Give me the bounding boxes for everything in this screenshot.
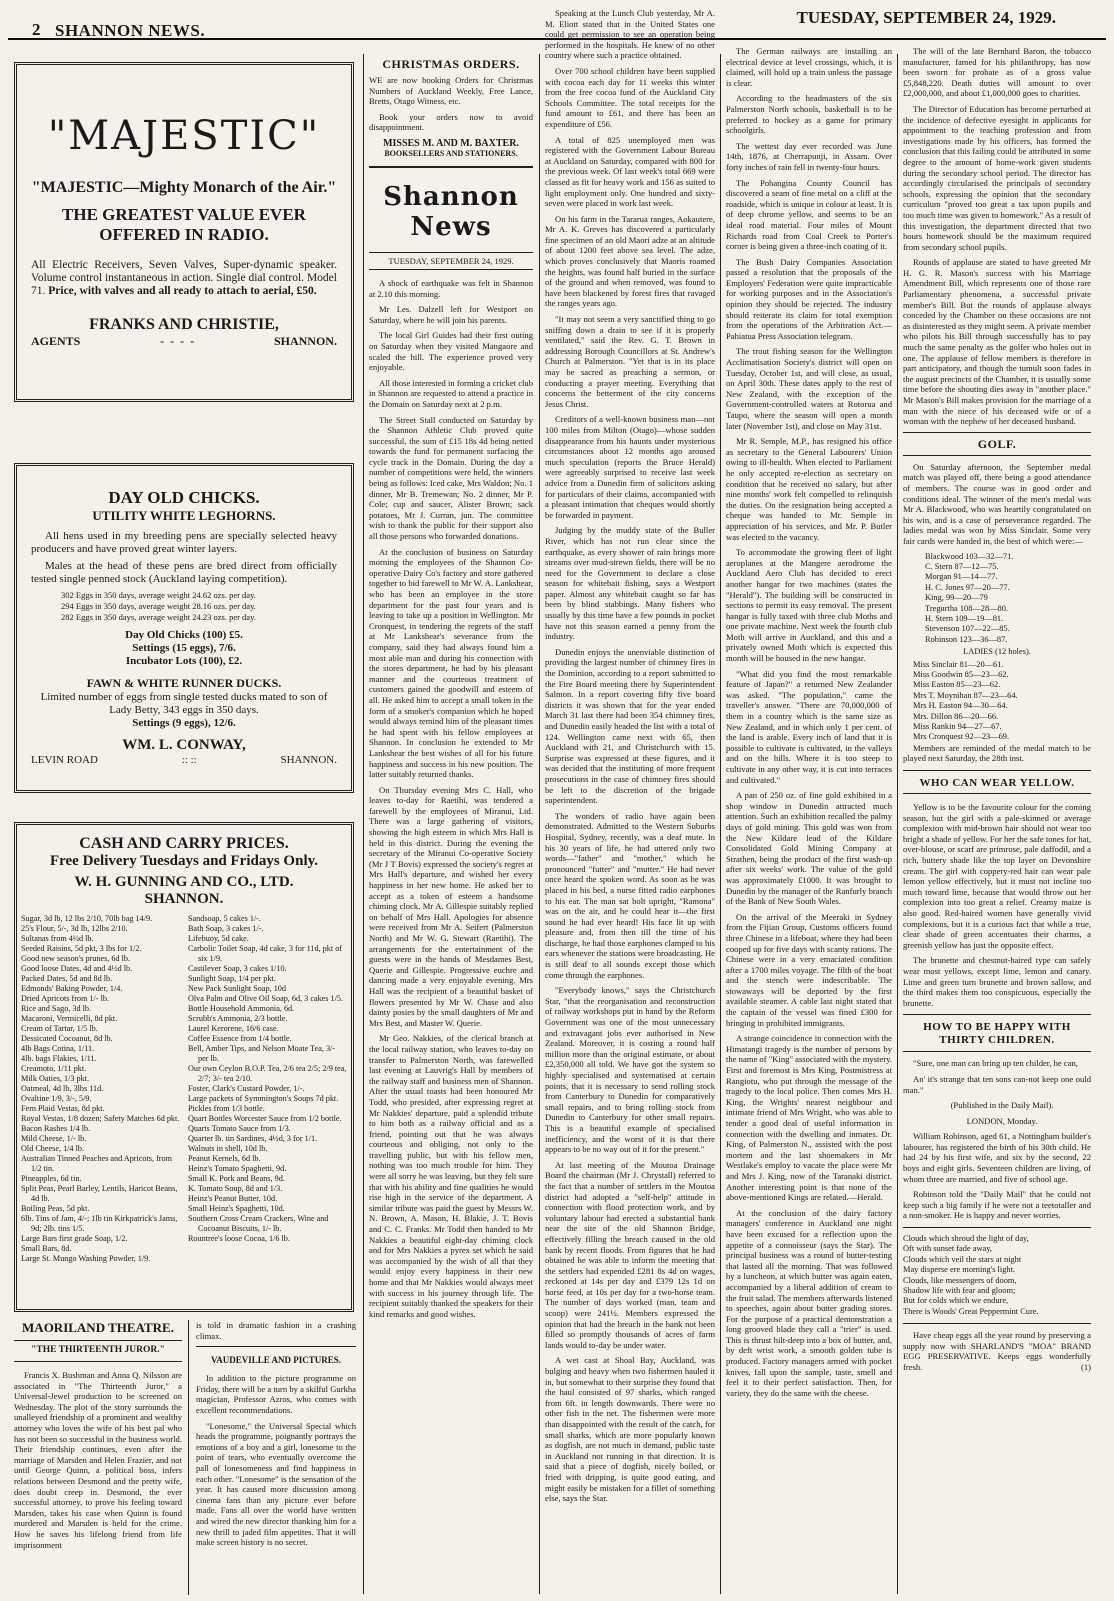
- price-item: Bell, Amber Tips, and Nelson Moate Tea, 3/- per lb.: [187, 1044, 336, 1063]
- news-col5-body: [726, 46, 892, 1398]
- news-item: Rounds of applause are stated to have greeted Mr H. G. R. Mason's success with his Marriage Amendment Bill, which represents one of those rare Parliamentary phenomena, a successful private member's Bill. But the rounds of applause always conceded by the Chamber on these occasions are not as disinterested as they might seem. A private member who pilots his Bill through successfully has to pay much the same penalty as the golfer who holes out in one. The applause of fellow members is therefore in part anticipatory, and though the tumult soon fades in the august precincts of the Chamber, it is usually some time before the shouting dies away in "another place." Mr Mason's Bill makes provision for the marriage of a man with the niece of his deceased wife or of a woman with the nephew of her deceased husband.: [903, 257, 1091, 427]
- price-item: Southern Cross Cream Crackers, Wine and Cocoanut Biscuits, 1/- lb.: [187, 1214, 329, 1233]
- maoriland-title: MAORILAND THEATRE.: [22, 1320, 174, 1335]
- egg-record: 294 Eggs in 350 days, average weight 28.16 ozs. per day.: [61, 601, 256, 611]
- egg-record: 282 Eggs in 350 days, average weight 24.23 ozs. per day.: [61, 612, 256, 622]
- price-item: Edmonds' Baking Powder, 1/4.: [21, 984, 123, 993]
- price-item: Olva Palm and Olive Oil Soap, 6d, 3 cakes 1/5.: [187, 994, 344, 1003]
- vaudeville-p1: In addition to the picture programme on Friday, there will be a turn by a skilful Gurkha magician, Professor Azros, who comes with excellent recommendations.: [196, 1373, 356, 1415]
- majestic-ad: [14, 62, 354, 402]
- price-item: Small Bars, 8d.: [21, 1244, 72, 1253]
- golf-score: H. Stern 109—19—81.: [925, 613, 1004, 623]
- price-item: Quarter lb. tin Sardines, 4½d, 3 for 1/1.: [187, 1134, 318, 1143]
- chick-price: Day Old Chicks (100) £5.: [125, 629, 243, 641]
- poem-line: There is Woods' Great Peppermint Cure.: [903, 1306, 1039, 1316]
- poem-line: Clouds which shroud the light of day,: [903, 1234, 1029, 1244]
- majestic-headline: THE GREATEST VALUE EVER OFFERED IN RADIO.: [62, 205, 306, 244]
- golf-title: GOLF.: [977, 436, 1017, 451]
- chicks-p1: All hens used in my breeding pens are specially selected heavy producers and have proved great winter layers.: [31, 530, 337, 555]
- price-item: Milk Oaties, 1/3 pkt.: [21, 1074, 89, 1083]
- news-item: The wonders of radio have again been demonstrated. Admitted to the Western Suburbs Hospital, Sydney, recently, was a deaf mute. In his 30 years of life, he had uttered only two words—"father" and "mother," which he pronounced "futter" and "mutter." He had never once heard the spoken word. As soon as he was placed in his bed, a nurse fitted radio earphones to his ear. The man sat bolt upright, "Ramona" was on the air, and he could hear it—the first sound he had ever heard! His face lit up with pleasure and, from then till the time of his discharge, he had those earphones clamped to his ears whenever the stations were broadcasting. He is still deaf to all sounds except those which come through the earphones.: [545, 810, 715, 980]
- news-item: A wet cast at Shoal Bay, Auckland, was bulging and heavy when two fishermen hauled it in, but somewhat to their surprise they found that the haul consisted of 97 sharks, which ranged from 6ft. in length downwards. There were no other fish in the net. The fishermen were more than disappointed with the result of the catch, for small sharks, which are more popularly known as dogfish, are not much in demand, public taste in Auckland not running in that direction. It is said that a piece of dogfish, nicely boiled, or fried with dripping, is quite good eating, and might easily be mistaken for a fillet of something else, says the Star.: [545, 1355, 715, 1504]
- chicks-sub: UTILITY WHITE LEGHORNS.: [92, 508, 276, 523]
- price-item: Quart Bottles Worcester Sauce from 1/2 bottle.: [187, 1114, 342, 1123]
- price-item: Lifebuoy, 5d cake.: [187, 934, 249, 943]
- price-item: Oatmeal, 4d lb, 3lbs 11d.: [21, 1084, 104, 1093]
- ad-number: (1): [1080, 1362, 1091, 1373]
- conway-address: LEVIN ROAD :: :: SHANNON.: [31, 754, 337, 766]
- cash-carry-ad: [14, 822, 354, 1312]
- golf-score: King, 99—20—79: [925, 593, 988, 603]
- ladies-score: Mrs Cronquest 92—23—69.: [913, 732, 1010, 742]
- news-item: "It may not seem a very sanctified thing to go sniffing down a drain to see if it is properly ventilated," said the Rev. G. T. Brown in addressing Borough Councillors at St. Andrew's Church at Palmerston. "Yet that is in its place may be sacred as preaching a sermon, or conducting a prayer meeting. Everything that concerns the betterment of the city concerns Jesus Christ.: [545, 314, 715, 409]
- news-item: The wettest day ever recorded was June 14th, 1876, at Cherrapunji, in Assam. Over forty inches of rain fell in twenty-four hours.: [726, 140, 892, 172]
- price-item: Dried Apricots from 1/- lb.: [21, 994, 109, 1003]
- price-item: Small Heinz's Spaghetti, 10d.: [187, 1204, 285, 1213]
- news-item: A shock of earthquake was felt in Shannon at 2.10 this morning.: [369, 277, 533, 299]
- col-rule-3: [539, 54, 540, 1594]
- price-item: Seeded Raisins, 5d pkt, 3 lbs for 1/2.: [21, 944, 142, 953]
- yellow-p1: Yellow is to be the favourite colour for the coming season, but the girl with a pale-skinned or average complexion with mid-brown hair should not wear too bright a shade of yellow. For her the safe tones for hat, over-blouse, or scarf are primrose, pale daffodil, and a rich, buttery shade like the top layer on Devonshire cream. The girl with coppery-red hair can wear pale lemon yellow effectively, but it must not incline too much toward lime, because that would throw out her complexion into too great a relief. Creamy maize is also good. Red-haired women have generally vivid complexions, but it is a curious fact that while a true, clear shade of green accentuates their charms, a greenish yellow has just the opposite effect.: [903, 802, 1091, 950]
- column-4: [545, 8, 715, 1594]
- price-item: Good new season's prunes, 6d lb.: [21, 954, 131, 963]
- price-item: Dessicated Cocoanut, 8d lb.: [21, 1034, 113, 1043]
- happy-p1: William Robinson, aged 61, a Nottingham builder's labourer, has registered the birth of his 30th child. He had 24 by his first wife, and six by the second, 22 boys and eight girls. Seventeen children are living, of whom three are married, and five of school age.: [903, 1131, 1091, 1184]
- theatre-divider: [188, 1320, 189, 1595]
- golf-score: Morgan 91—14—77.: [925, 572, 998, 582]
- news-item: Creditors of a well-known business man—not 100 miles from Milton (Otago)—whose sudden disappearance from his haunts under mysterious circumstances about 12 months ago aroused much speculation (reports the Bruce Herald) were agreeably surprised to receive last week advice from a Dunedin firm of solicitors asking for particulars of their claims, accompanied with a pleasant intimation that cheques would shortly be forwarded in payment.: [545, 414, 715, 520]
- price-item: Large Bars first grade Soap, 1/2.: [21, 1234, 128, 1243]
- price-item: Large St. Mungo Washing Powder, 1/9.: [21, 1254, 151, 1263]
- vaudeville-p2: "Lonesome," the Universal Special which heads the programme, poignantly portrays the emotions of a boy and a girl, lonesome to the point of tears, who eventually overcome the pall of lonesomeness and find happiness in each other. "Lonesome" is the sensation of the year. It has caused more discussion among cinema fans than any picture ever before made. Fans all over the world have written and wired the new director thanking him for a new thrill to jaded film appetites. That it will make screen history is no secret.: [196, 1420, 356, 1548]
- news-item: All those interested in forming a cricket club in Shannon are requested to attend a practice in the Domain on Saturday next at 2 p.m.: [369, 377, 533, 409]
- news-item: The Director of Education has become perturbed at the incidence of defective eyesight in applicants for appointment to the teaching profession and from investigations made by his officers, has formed the conclusion that this failing could be attributed in some degree to the amount of home-work given students during the secondary school period. The director has accordingly circularised the principals of secondary schools, expressing the opinion that the secondary curriculum "proved too great a tax upon pupils and too much time was given to homework." As a result of this investigation, the department directed that two hours homework should be the maximum required from secondary school pupils.: [903, 103, 1091, 252]
- golf-score: Blackwood 103—32—71.: [925, 551, 1014, 561]
- price-item: Sandsoap, 5 cakes 1/-.: [187, 914, 261, 923]
- price-item: Ovaltine 1/9, 3/-, 5/9.: [21, 1094, 92, 1103]
- price-item: Peanut Kernels, 6d lb.: [187, 1154, 261, 1163]
- golf-score: Tregurtha 108—28—80.: [925, 603, 1008, 613]
- news-item: A strange coincidence in connection with the Himatangi tragedy is the number of persons by the name of "King" associated with the mystery. First and foremost is Mrs King, Postmistress at Rangiotu, who put through the message of the tragedy to the local police. Then comes Mrs H. King, the Wrights' nearest neighbour and intimate friend of Mrs Wright, who was able to tender a good deal of useful information in connection with the dwelling and inmates. Dr. King, of Palmerston N., assisted with the post mortem and the last shoemakers in Mr Westlake's employ to vacate the place were Mr and Mrs J. King, now of the Taranaki district. Another interesting point is that none of the above-mentioned Kings are related.—Herald.: [726, 1033, 892, 1203]
- golf-score: Stevenson 107—22—85.: [925, 624, 1010, 634]
- happy-p2: Robinson told the "Daily Mail" that he could not keep such a big family if he were not a teetotaller and a non-smoker. He is happy and never worries.: [903, 1189, 1091, 1221]
- price-item: Macaroni, Vermicelli, 8d pkt.: [21, 1014, 118, 1023]
- poem-line: But for colds which we endure,: [903, 1296, 1009, 1306]
- price-item: Rice and Sago, 3d lb.: [21, 1004, 92, 1013]
- news-item: The Street Stall conducted on Saturday by the Shannon Athletic Club proved quite successful, the sum of £15 18s 4d being netted towards the fund for permanent surfacing the cycle track in the Domain. During the day a number of competitions were held, the winners being as follows: Iced cake, Mrs Waldon; No. 1 dinner, Mr B. Tremewan; No. 2 dinner, Mr P. Cole; cup and saucer, Alister Brown; sack potatoes, Mr J. Curran, jun. The committee wish to thank the public for their support also all those persons who forwarded donations.: [369, 414, 533, 542]
- egg-records: [31, 590, 337, 623]
- news-item: According to the headmasters of the six Palmerston North schools, basketball is to be preferred to hockey as a game for primary schoolgirls.: [726, 93, 892, 136]
- happy-dateline: LONDON, Monday.: [966, 1115, 1038, 1126]
- xmas-p2: Book your orders now to avoid disappointment.: [369, 111, 533, 133]
- price-item: Boiling Peas, 5d pkt.: [21, 1204, 90, 1213]
- maoriland-section: [14, 1320, 182, 1555]
- price-item: Good loose Dates, 4d and 4½d lb.: [21, 964, 133, 973]
- ladies-scores: [903, 660, 1091, 743]
- price-item: Pickles from 1/3 bottle.: [187, 1104, 265, 1113]
- price-item: K. Tomato Soup, 8d and 1/3.: [187, 1184, 283, 1193]
- price-item: Rountree's loose Cocoa, 1/6 lb.: [187, 1234, 290, 1243]
- maoriland-film: "THE THIRTEENTH JUROR.": [31, 1345, 165, 1355]
- ladies-score: Miss Rankin 94—27—67.: [913, 722, 1002, 732]
- price-item: Quarts Tomato Sauce from 1/3.: [187, 1124, 291, 1133]
- price-item: Packed Dates, 5d and 8d lb.: [21, 974, 113, 983]
- news-item: The Bush Dairy Companies Association passed a resolution that the proposals of the Employers' Federation were quite impracticable for working purposes and in the Association's opinion they should be rejected. The industry should reiterate its claim for total exemption from the operations of the Arbitration Act.—Pahiatua Press Association telegram.: [726, 256, 892, 341]
- yellow-p2: The brunette and chestnut-haired type can safely wear most yellows, except lime, lemon and canary. Lime and green turn brunette and brown sallow, and the third makes them too conspicuous, especially the brunette.: [903, 955, 1091, 1008]
- price-lists: [21, 914, 347, 1264]
- golf-scores: [903, 552, 1091, 646]
- golf-note: Members are reminded of the medal match to be played next Saturday, the 28th inst.: [903, 742, 1091, 764]
- shannon-news-title: Shannon News: [383, 181, 519, 242]
- news-item: The Pohangina County Council has discovered a seam of fine metal on a cliff at the roadside, which is unique in colour at least. It is of deep chrome yellow, and seems to be an ideal road material. Four miles of Mount Richards road from Coal Creek to Porter's corner is being given a three-inch coating of it.: [726, 177, 892, 252]
- price-item: Our own Ceylon B.O.P. Tea, 2/6 tea 2/5; 2/9 tea, 2/7; 3/- tea 2/10.: [187, 1064, 347, 1083]
- news-item: At last meeting of the Moutoa Drainage Board the chairman (Mr J. Chrystall) referred to the fact that a number of settlers in the Moutoa district had adopted a "self-help" attitude in connection with flood protection work, and by voluntary labour had erected a substantial bank near the site of the old Shannon Bridge, effectively filling the breach caused in the old bank by recent floods. From figures that he had obtained he was able to inform the meeting that the settlers had expended £281 8s 4d on wages, reckoned at 14s per day and £379 12s 1d on horse feed, at 10s per day for a two-horse team. The number of days worked (man, team and scoop) were 241½. Members expressed the opinion that had the breach in the bank not been filled so promptly thousands of acres of farm lands would to-day be under water.: [545, 1159, 715, 1350]
- price-item: Foster, Clark's Custard Powder, 1/-.: [187, 1084, 305, 1093]
- price-item: 6lb. Tins of Jam, 4/-; 1lb tin Kirkpatrick's Jams, 9d; 2lb. tins 1/5.: [21, 1214, 178, 1233]
- chick-price: Settings (15 eggs), 7/6.: [132, 642, 236, 654]
- ducks-price: Settings (9 eggs), 12/6.: [132, 717, 236, 729]
- yellow-title: WHO CAN WEAR YELLOW.: [919, 777, 1075, 790]
- page-number: 2: [32, 20, 41, 39]
- golf-score: H. C. Jones 97—20—77.: [925, 582, 1010, 592]
- price-item: Bottle Household Ammonia, 6d.: [187, 1004, 295, 1013]
- paper-name: SHANNON NEWS.: [55, 21, 206, 40]
- chicks-title: DAY OLD CHICKS.: [108, 488, 260, 507]
- poem-line: May disperse ere morning's light.: [903, 1265, 1015, 1275]
- price-item: Split Peas, Pearl Barley, Lentils, Haricot Beans, 4d lb.: [21, 1184, 178, 1203]
- price-item: Heinz's Tomato Spaghetti, 9d.: [187, 1164, 287, 1173]
- price-item: Coffee Essence from 1/4 bottle.: [187, 1034, 292, 1043]
- news-item: "Everybody knows," says the Christchurch Star, "that the reorganisation and reconstruction of railway workshops put in hand by the Reform Government was one of the most unnecessary and extravagant jobs ever authorised in New Zealand. Moreover, it is costing a round half million more than the original estimate, or about £2,350,000 all told. We have got the system so highly specialised and systematised at certain points, that it is necessary to send rolling stock from Canterbury to Dunedin for comparatively small repairs, and to bring rolling stock from Dunedin to Canterbury for other small repairs. This is a beautiful example of specialised inefficiency, and the worst of it is that there appears to be no way out of it for the present.": [545, 985, 715, 1155]
- xmas-firm: MISSES M. AND M. BAXTER.: [383, 137, 519, 149]
- chick-prices: [31, 629, 337, 668]
- xmas-sub: BOOKSELLERS AND STATIONERS.: [384, 148, 518, 158]
- price-item: Castilever Soap, 3 cakes 1/10.: [187, 964, 287, 973]
- chick-price: Incubator Lots (100), £2.: [125, 655, 243, 667]
- ducks-title: FAWN & WHITE RUNNER DUCKS.: [86, 676, 282, 690]
- vaudeville-title: VAUDEVILLE AND PICTURES.: [210, 1355, 342, 1366]
- price-item: Large packets of Symmington's Soups 7d pkt.: [187, 1094, 339, 1103]
- price-item: Fern Plaid Vestas, 8d pkt.: [21, 1104, 105, 1113]
- news-item: The German railways are installing an electrical device at level crossings, which, it is claimed, will hold up a train unless the passage is clear.: [726, 46, 892, 88]
- news-item: Dunedin enjoys the unenviable distinction of providing the largest number of chimney fires in the Dominion, according to a report submitted to the Fire Board meeting there by Superintendent Salmon. In a report covering fifty five board districts it was shown that for the year ended March 31 last there had been 354 chimney fires, and Dunedin easily headed the list with a total of 124. Wellington came next with 65, then Auckland with 21, and Christchurch with 15. Surprise was expressed at these figures, and it was decided that the instituting of more frequent prosecutions in the case of chimney fires should be left to the discretion of the brigade superintendent.: [545, 646, 715, 806]
- happy-verse-2: An' it's strange that ten sons can-not keep one ould man.": [903, 1073, 1091, 1095]
- peppermint-poem: [903, 1234, 1091, 1317]
- chicks-p2: Males at the head of these pens are bred direct from officially tested single penned stock (Auckland laying competition).: [31, 560, 337, 585]
- column-3: [369, 54, 533, 1594]
- news-item: To accommodate the growing fleet of light aeroplanes at the Mangere aerodrome the Auckland Aero Club has decided to erect another hangar for two machines (states the "Herald"). The building will be constructed in sections to permit its easy removal. The present hangar is fully taxed with three club Moths and one private machine. Next week the fourth club Moth will arrive in Auckland, and this and a privately owned Moth which is expected this month will be housed in the new hangar.: [726, 547, 892, 664]
- happy-verse-1: "Sure, one man can bring up ten childer, he can,: [913, 1058, 1078, 1069]
- price-item: Carbolic Toilet Soap, 4d cake, 3 for 11d, pkt of six 1/9.: [187, 944, 343, 963]
- chicks-ad: [14, 463, 354, 793]
- majestic-tagline: "MAJESTIC—Mighty Monarch of the Air.": [31, 179, 337, 196]
- price-item: Sunlight Soap, 1/4 per pkt.: [187, 974, 276, 983]
- news-col6-body: [903, 46, 1091, 427]
- majestic-body: All Electric Receivers, Seven Valves, Super-dynamic speaker. Volume control instantaneous in action. Single dial control. Model 71. Price, with valves and all ready to attach to aerial, £50.: [31, 259, 337, 297]
- ladies-score: Miss Easton 85—23—62.: [913, 680, 1001, 690]
- news-item: Speaking at the Lunch Club yesterday, Mr A. M. Eliott stated that in the United States one could get permission to see an operation being performed in the hospitals. He knew of no other country where such a practice obtained.: [545, 8, 715, 61]
- column-5: [726, 46, 892, 1594]
- news-item: Mr R. Semple, M.P., has resigned his office as secretary to the General Labourers' Union owing to ill-health. When elected to Parliament he only accepted re-election as secretary on condition that he received no salary, but after nine months' work felt compelled to relinquish the duties. On the resignation being accepted a cheque was handed to Mr. Semple in appreciation of his services, and Mr. P. Butler was elected to the vacancy.: [726, 436, 892, 542]
- happy-title: HOW TO BE HAPPY WITH THIRTY CHILDREN.: [923, 1021, 1071, 1047]
- price-item: Creamoto, 1/11 pkt.: [21, 1064, 87, 1073]
- price-item: 4lb Bags Cotina, 1/11.: [21, 1044, 95, 1053]
- news-item: On Thursday evening Mrs C. Hall, who leaves to-day for Raetihi, was tendered a farewell by the employees of Miranui, Ltd. There was a large gathering of visitors, showing the high esteem in which Mrs Hall is held in this district. During the evening the secretary of the Miranui Co-operative Society (Mr J T Bovis) expressed the society's regret at Mrs Hall's departure, and wished her every happiness in her new home. He asked her to accept as a token of esteem a handsome chiming clock. Mr A. Gillespie suitably replied on behalf of Mrs Hall. Apologies for absence were received from Mr A. Seifert (Palmerston North) and Mr W. G. Stewart (Raetihi). The arrangements for the entertainment of the guests were in the hands of Mesdames Best, Querie and Gillespie. Progressive euchre and dancing made a very enjoyable evening. Mrs Hall was the recipient of a beautiful basket of flowers presented by Mr W. Chase and also dainty posies by the small daughters of Mr and Mrs Best, and Master W. Querie.: [369, 784, 533, 1028]
- price-item: Scrubb's Ammonia, 2/3 bottle.: [187, 1014, 288, 1023]
- poem-line: Clouds, like messengers of doom,: [903, 1275, 1017, 1285]
- price-item: 25's Flour, 5/-, 3d lb, 12lbs 2/10.: [21, 924, 128, 933]
- cash-town: SHANNON.: [144, 891, 224, 907]
- price-item: Bacon Rashes 1/4 lb.: [21, 1124, 91, 1133]
- ducks-text: Limited number of eggs from single tested ducks mated to son of Lady Betty, 343 eggs in 350 days.: [40, 691, 328, 716]
- ladies-score: Mrs H. Easton 94—30—64.: [913, 701, 1008, 711]
- price-item: Laurel Kerorene, 16/6 case.: [187, 1024, 279, 1033]
- price-item: Walnuts in shell, 10d lb.: [187, 1144, 268, 1153]
- news-item: A total of 825 unemployed men was registered with the Government Labour Bureau at Auckland on Saturday, compared with 800 for the previous week. Of last week's total 669 were classed as fit for heavy work and 156 as suited to light employment only. One hundred and sixty-seven were placed in work last week.: [545, 134, 715, 209]
- price-list-right: [188, 914, 347, 1264]
- conway-name: WM. L. CONWAY,: [122, 737, 246, 753]
- news-item: Over 700 school children have been supplied with cocoa each day for 11 weeks this winter from the free cocoa fund of the Auckland City Schools Committee. The total receipts for the fund amount to £61, and there has been an expenditure of £56.: [545, 65, 715, 129]
- news-item: At the conclusion of business on Saturday morning the employees of the Shannon Co-operative Dairy Co's factory and store gathered together to bid farewell to Mr W. A. Lankshear, who has been an employee in the store department for the past four years and is leaving to take up a position in Wellington. Mr Cronquest, in tendering the regrets of the staff at Mr Lankshear's severance from the company, said they had always found him a most able man and during his connection with the stores department, he had by his pleasant manner and the courteous treatment of customers gained the goodwill and esteem of all. He asked him to accept a small token in the form of a smoker's companion which he hoped would always remind him of the pleasant times he had spent with his fellow employees at Shannon. In conclusion he extended to Mr Lankshear the best wishes of all for his future happiness and success in his new position. The latter suitably returned thanks.: [369, 546, 533, 780]
- price-item: 4lb. bags Flakies, 1/11.: [21, 1054, 97, 1063]
- col-rule-4: [720, 54, 721, 1594]
- ladies-score: Mrs. Dillon 86—20—66.: [913, 711, 999, 721]
- news-item: Mr Geo. Nakkies, of the clerical branch at the local railway station, who leaves to-day on transfer to Palmerston North, was farewelled last evening at Lauvrig's Hall by members of the railway staff and business men of Shannon. After the usual toasts had been honoured Mr Todd, who presided, after expressing regret at Mr Nakkies' departure, paid a splendid tribute to him both as a railway official and as a friend, pointing out that he was always courteous and obliging, not only to the travelling public, but with his fellow men, nothing was too much trouble for him. They were all sorry he was leaving, but they felt sure that with his ability and fine qualities he would rise high in the service of the department. A similar tribute was paid the guest by Messrs W. N. Brown, A. Mason, H. Blakie, J. T. Bovis and C. C. Franks. Mr Todd then handed to Mr Nakkies a beautiful eight-day chiming clock and for Mrs Nakkies a pyrex set which he said was accompanied by the wish of all that they would enjoy every happiness in their new home and that Mr Nakkies would always meet with success in his journey through life. The recipient suitably thanked the speakers for their kind remarks and good wishes.: [369, 1033, 533, 1319]
- col-rule-2: [363, 54, 364, 1594]
- news-item: Judging by the muddy state of the Buller River, which has not run clear since the earthquake, as every shower of rain brings more streams over mud-strewn fields, there will be no need for the Government to declare a close season for whitebait fishing, says a Westport paper. Almost any whitebait caught so far has been by blind stabbings. Many fishers who usually by this time have a few pounds in pocket have not this season earned a penny from the industry.: [545, 525, 715, 642]
- cash-firm: W. H. GUNNING AND CO., LTD.: [74, 874, 294, 890]
- golf-score: Robinson 123—36—87.: [925, 634, 1008, 644]
- xmas-p1: WE are now booking Orders for Christmas Numbers of Auckland Weekly, Free Lance, Bretts, Otago Witness, etc.: [369, 75, 533, 107]
- news-item: "What did you find the most remarkable feature of Japan?" a returned New Zealander was asked. "The population," came the traveller's answer. "There are 70,000,000 of them in a country which is the same size as New Zealand, and in which only 1 per cent. of the land is arable. Every inch of land that it is possible to cultivate is cultivated, in the valleys and on the hills. Where it is too steep to cultivate in any other way, it is cut into terraces and cultivated.": [726, 668, 892, 785]
- majestic-firm: FRANKS AND CHRISTIE,: [89, 316, 279, 333]
- ladies-title: LADIES (12 holes).: [963, 647, 1031, 657]
- price-item: Small K. Pork and Beans, 9d.: [187, 1174, 285, 1183]
- price-item: Bath Soap, 3 cakes 1/-.: [187, 924, 264, 933]
- golf-score: C. Stern 87—12—75.: [925, 561, 999, 571]
- masthead-date: TUESDAY, SEPTEMBER 24, 1929.: [796, 8, 1056, 27]
- price-item: Cream of Tartar, 1/5 lb.: [21, 1024, 98, 1033]
- news-item: The local Girl Guides had their first outing on Saturday when they visited Mangaore and scaled the hill. The experience proved very enjoyable.: [369, 330, 533, 373]
- cash-title: CASH AND CARRY PRICES.: [79, 835, 289, 852]
- maoriland-story: Francis X. Bushman and Anna Q. Nilsson are associated in "The Thirteenth Juror," a Universal-Jewel production to be screened on Wednesday. The plot of the story surrounds the unalleyed friendship of a prominent and wealthy attorney who loves the wife of his best pal who has not been so successful in the business world. Their friendship continues, even after the marriage of Marsden and Helen Frazier, and not until George Quinn, a political boss, infers relations between Desmond and the pretty wife, does doubt creep in. Desmond, the ever successful attorney, to prove his feeling toward Marsden, takes his case when Quinn is found murdered and Marsden is held for the crime. How he saves his lifelong friend from life imprisonment: [14, 1370, 182, 1550]
- ladies-score: Miss Goodwin 85—23—62.: [913, 670, 1009, 679]
- column-6: [903, 46, 1091, 1594]
- majestic-agents: AGENTS - - - - SHANNON.: [31, 334, 337, 348]
- news-dateline: TUESDAY, SEPTEMBER 24, 1929.: [388, 255, 514, 266]
- news-item: Mr Les. Dalzell left for Westport on Saturday, where he will join his parents.: [369, 304, 533, 325]
- price-item: New Pack Sunlight Soap, 10d: [187, 984, 286, 993]
- price-item: Sultanas from 4½d lb.: [21, 934, 94, 943]
- price-item: Mild Cheese, 1/- lb.: [21, 1134, 87, 1143]
- price-item: Heinz's Peanut Butter, 10d.: [187, 1194, 278, 1203]
- egg-record: 302 Eggs in 350 days, average weight 24.62 ozs. per day.: [61, 590, 256, 600]
- happy-source: (Published in the Daily Mail).: [950, 1100, 1054, 1111]
- news-item: The trout fishing season for the Wellington Acclimatisation Society's district will open on Tuesday, October 1st, and will close, as usual, on April 30th. These dates apply to the rest of New Zealand, with the exception of the Government-controlled waters at Rotorua and Taupo, where the season will open a month later (November 1st), and close on May 31st.: [726, 346, 892, 431]
- golf-report: On Saturday afternoon, the September medal match was played off, there being a good attendance of members. The course was in good order and conditions ideal. The winner of the men's medal was Mr A. Blackwood, who was heartily congratulated on his win, and is a case of perseverance regarded. The ladies medal was won by Miss Sinclair. Some very fair cards were handed in, the best of which were:—: [903, 461, 1091, 546]
- news-col3-body: [369, 278, 533, 1319]
- xmas-title: CHRISTMAS ORDERS.: [382, 57, 520, 71]
- news-item: The will of the late Bernhard Baron, the tobacco manufacturer, famed for his philanthropy, has now been sworn for probate as of a gross value £5,848,220. Death duties will amount to over £2,000,000, and about £1,000,000 goes to charities.: [903, 46, 1091, 99]
- news-col4-body: [545, 8, 715, 1504]
- egg-preservative-ad: Have cheap eggs all the year round by preserving a supply now with SHARLAND'S "MOA" BRAND EGG PRESERVATIVE. Keeps eggs wonderfully fresh. (1): [903, 1330, 1091, 1373]
- cash-sub: Free Delivery Tuesdays and Fridays Only.: [49, 853, 319, 869]
- poem-line: Shadow life with fear and gloom;: [903, 1286, 1016, 1296]
- vaudeville-section: [196, 1320, 356, 1553]
- ladies-score: Miss Sinclair 81—20—61.: [913, 659, 1004, 669]
- price-item: Old Cheese, 1/4 lb.: [21, 1144, 84, 1153]
- price-list-left: [21, 914, 184, 1264]
- col-rule-5: [897, 54, 898, 1594]
- news-item: At the conclusion of the dairy factory managers' conference in Auckland one night have been excused for a reflection upon the appetite of a connoisseur (says the Star). The principal business was a round of butter-testing that lasted all the morning. That was followed by a luncheon, at which butter was again eaten, accompanied by a liberal addition of cream to the fruit salad. The members afterwards listened to speeches, again about butter grading stores. For the purpose of a practical demonstration a long grooved blade they call a "trier" is used. This is thrust hilt-deep into a box of butter, and, by deft wrist work, a smooth golden tube is produced. Factory managers armed with pocket knives, fall upon the sample, taste, smell and feel it to their perfect satisfaction. Then, for variety, they do the same with the cheese.: [726, 1207, 892, 1398]
- price-item: Sugar, 3d lb, 12 lbs 2/10, 70lb bag 14/9.: [21, 914, 153, 923]
- maoriland-story-cont: is told in dramatic fashion in a crashing climax.: [196, 1320, 356, 1341]
- poem-line: Oft with sunset fade away,: [903, 1244, 992, 1254]
- price-item: Australian Tinned Peaches and Apricots, from 1/2 tin.: [21, 1154, 172, 1173]
- price-item: Royal Vestas, 1/8 dozen; Safety Matches 6d pkt.: [21, 1114, 180, 1123]
- poem-line: Clouds which veil the stars at night: [903, 1254, 1022, 1264]
- news-item: On the arrival of the Meeraki in Sydney from the Fijian Group, Customs officers found three Chinese in a lifeboat, where they had been cooped up for five days with scanty rations. The Chinese were in a very emaciated condition after a 1700 miles voyage. The filth of the boat and the stench were indescribable. The stowaways will be deported by the first available steamer. A cable last night stated that the captain of the vessel was fined £300 for bringing in prohibited immigrants.: [726, 911, 892, 1028]
- price-item: Pineapples, 6d tin.: [21, 1174, 82, 1183]
- news-item: On his farm in the Tararua ranges, Aokautere, Mr A. K. Greves has discovered a particularly fine specimen of an old Maori adze at an altitude of about 1200 feet above sea level. The adze, which proves conclusively that Maoris roamed the heights, was found half buried in the surface of the ground and when removed, was found to have been blackened by forest fires that ravaged the ranges years ago.: [545, 213, 715, 309]
- ladies-score: Mrs T. Moynihan 87—23—64.: [913, 690, 1018, 700]
- news-item: A pan of 250 oz. of fine gold exhibited in a shop window in Dunedin attracted much attention. Such an exhibition recalled the palmy days of gold mining. This gold was won from the New Kildare lead of the Kildare Consolidated Gold Mining Company at Strathen, being the product of the first wash-up after six weeks' work. The value of the gold was approximately £1000. It was brought to Dunedin by the manager of the Ranfurly branch of the Bank of New South Wales.: [726, 790, 892, 907]
- majestic-logo: "MAJESTIC": [47, 113, 321, 159]
